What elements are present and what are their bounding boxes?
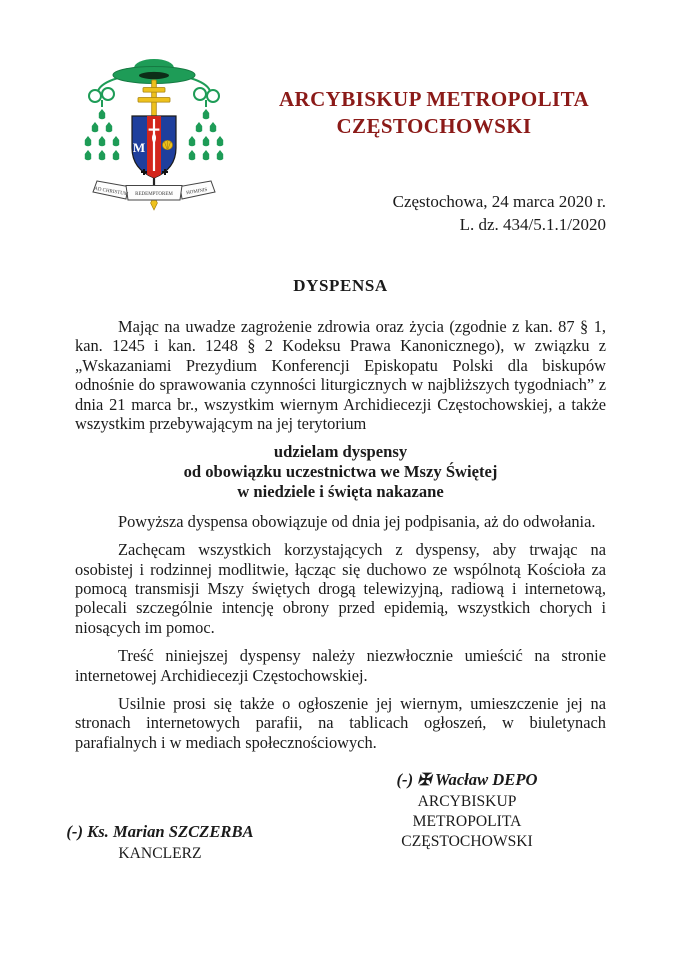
- letterhead-title-line1: ARCYBISKUP METROPOLITA: [278, 87, 590, 111]
- letterhead-title: [248, 86, 620, 140]
- paragraph-2: Powyższa dyspensa obowiązuje od dnia jej podpisania, aż do odwołania.: [118, 511, 596, 531]
- paragraph-1: Mając na uwadze zagrożenie zdrowia oraz życia (zgodnie z kan. 87 § 1, kan. 1245 i kan. 1248 § 2 Kodeksu Prawa Kanonicznego), w związku z „Wskazaniami Prezydium Konferencji Episkopatu Polski dla biskupów odnośnie do sprawowania czynności liturgicznych w najbliższych tygodniach” z dnia 21 marca br., wszystkim wiernym Archidiecezji Częstochowskiej, a także wszystkim przebywającym na jej terytorium: [75, 317, 606, 434]
- decree-line2: od obowiązku uczestnictwa we Mszy Świętej: [183, 462, 498, 482]
- signature-archbishop-role-line2: CZĘSTOCHOWSKI: [401, 833, 533, 850]
- document-meta: [75, 187, 606, 236]
- patriarchal-cross-icon: [138, 80, 170, 120]
- decree-line3: w niedziele i święta nakazane: [237, 482, 444, 502]
- motto-text-left: AD CHRISTUM: [93, 186, 129, 198]
- paragraph-3: Zachęcam wszystkich korzystających z dyspensy, aby trwając na osobistej i rodzinnej modlitwie, łącząc się duchowo ze wspólnotą Kościoła za pomocą transmisji Mszy świętych drogą telewizyjną, radiową i internetową, polecali szczególnie intencję obrony przed epidemią, wszystkich chorych i niosących im pomoc.: [75, 540, 606, 637]
- paragraph-5: Usilnie prosi się także o ogłoszenie jej wiernym, umieszczenie jej na stronach internetowych parafii, na tablicach ogłoszeń, w biuletynach parafialnych i w mediach społecznościowych.: [75, 694, 606, 752]
- signature-archbishop-role-line1: ARCYBISKUP METROPOLITA: [412, 793, 522, 830]
- decree-line1: udzielam dyspensy: [273, 442, 408, 462]
- motto-text-center: REDEMPTOREM: [135, 192, 173, 197]
- signature-chancellor-role: KANCLERZ: [118, 845, 202, 862]
- decree-statement: [75, 442, 606, 501]
- motto-text-right: HOMINIS: [185, 187, 208, 197]
- document-body: [75, 317, 606, 761]
- letterhead-title-line2: CZĘSTOCHOWSKI: [336, 114, 532, 138]
- paragraph-4: Treść niniejszej dyspensy należy niezwłocznie umieścić na stronie internetowej Archidiecezji Częstochowskiej.: [75, 646, 606, 685]
- signature-chancellor: [58, 822, 262, 864]
- reference-number: L. dz. 434/5.1.1/2020: [459, 215, 606, 234]
- place-and-date: Częstochowa, 24 marca 2020 r.: [392, 192, 606, 211]
- shield-monogram: M: [132, 140, 146, 155]
- signature-archbishop: [368, 770, 566, 852]
- signature-chancellor-name: (-) Ks. Marian SZCZERBA: [66, 822, 254, 841]
- scallop-shell-icon: [163, 140, 173, 149]
- document-title: DYSPENSA: [293, 276, 388, 295]
- signature-archbishop-name: (-) ✠ Wacław DEPO: [396, 770, 538, 789]
